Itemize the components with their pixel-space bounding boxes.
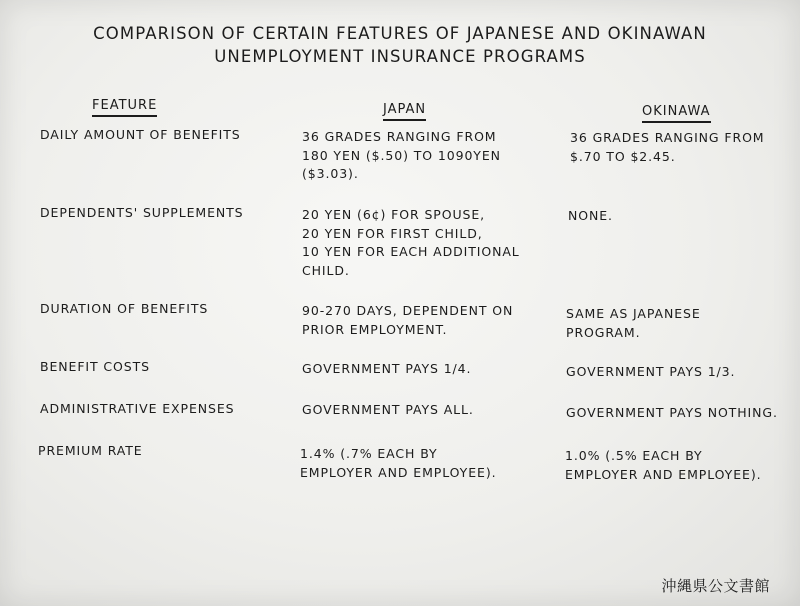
column-header-japan: JAPAN <box>383 102 426 121</box>
archive-stamp: 沖縄県公文書館 <box>661 577 770 595</box>
column-header-okinawa: OKINAWA <box>642 104 711 123</box>
japan-administrative-expenses: GOVERNMENT PAYS ALL. <box>302 402 474 417</box>
okinawa-premium-rate: 1.0% (.5% EACH BY EMPLOYER AND EMPLOYEE). <box>565 448 762 482</box>
feature-premium-rate: PREMIUM RATE <box>38 443 143 458</box>
feature-duration: DURATION OF BENEFITS <box>40 301 209 316</box>
column-header-feature: FEATURE <box>92 98 157 117</box>
okinawa-benefit-costs: GOVERNMENT PAYS 1/3. <box>566 364 736 379</box>
japan-premium-rate: 1.4% (.7% EACH BY EMPLOYER AND EMPLOYEE). <box>300 446 497 480</box>
okinawa-daily-amount: 36 GRADES RANGING FROM $.70 TO $2.45. <box>570 130 765 164</box>
feature-benefit-costs: BENEFIT COSTS <box>40 359 150 374</box>
japan-dependents-supplements: 20 YEN (6¢) FOR SPOUSE, 20 YEN FOR FIRST CHILD, 10 YEN FOR EACH ADDITIONAL CHILD. <box>302 207 520 278</box>
okinawa-dependents-supplements: NONE. <box>568 208 613 223</box>
okinawa-duration: SAME AS JAPANESE PROGRAM. <box>566 306 701 340</box>
japan-daily-amount: 36 GRADES RANGING FROM 180 YEN ($.50) TO 1090YEN ($3.03). <box>302 129 501 181</box>
document-title-line-2: UNEMPLOYMENT INSURANCE PROGRAMS <box>214 47 586 66</box>
feature-administrative-expenses: ADMINISTRATIVE EXPENSES <box>40 401 235 416</box>
feature-dependents-supplements: DEPENDENTS' SUPPLEMENTS <box>40 205 244 220</box>
okinawa-administrative-expenses: GOVERNMENT PAYS NOTHING. <box>566 405 778 420</box>
feature-daily-amount: DAILY AMOUNT OF BENEFITS <box>40 127 241 142</box>
japan-duration: 90-270 DAYS, DEPENDENT ON PRIOR EMPLOYMENT. <box>302 303 514 337</box>
japan-benefit-costs: GOVERNMENT PAYS 1/4. <box>302 361 472 376</box>
document-title-line-1: COMPARISON OF CERTAIN FEATURES OF JAPANESE AND OKINAWAN <box>93 24 707 43</box>
